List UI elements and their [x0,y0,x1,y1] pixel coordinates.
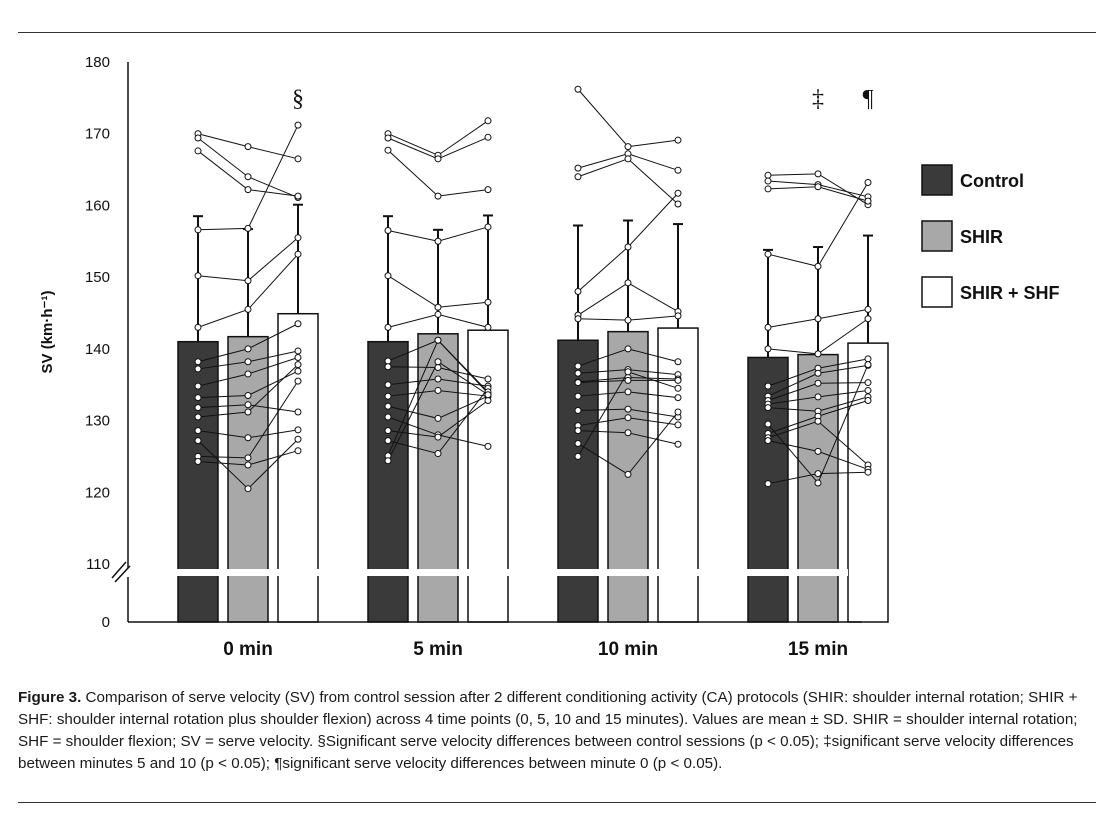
data-point [575,288,581,294]
data-point [435,337,441,343]
data-point [245,174,251,180]
y-tick-label: 130 [84,412,110,430]
data-point [675,395,681,401]
data-point [195,324,201,330]
data-point [675,385,681,391]
data-point [385,393,391,399]
data-point [385,273,391,279]
data-point [435,193,441,199]
data-point [815,351,821,357]
data-point [195,366,201,372]
data-point [195,148,201,154]
data-point [765,481,771,487]
y-tick-label: 170 [84,125,110,143]
data-point [385,358,391,364]
x-tick-label: 10 min [597,639,659,660]
y-tick-label: 140 [84,340,110,358]
data-point [245,346,251,352]
data-point [675,441,681,447]
significance-marker: § [292,86,304,112]
data-point [625,346,631,352]
data-point [295,235,301,241]
bottom-rule [18,802,1096,803]
data-point [295,122,301,128]
bar-2-1 [468,330,508,622]
data-point [625,280,631,286]
data-point [675,359,681,365]
x-tick-label: 0 min [223,639,273,660]
data-point [625,430,631,436]
data-point [385,458,391,464]
data-point [865,362,871,368]
data-point [575,441,581,447]
data-point [765,178,771,184]
data-point [575,86,581,92]
data-point [575,393,581,399]
data-point [195,359,201,365]
data-point [865,469,871,475]
data-point [245,187,251,193]
data-point [295,378,301,384]
data-point [675,190,681,196]
data-point [245,392,251,398]
data-point [625,389,631,395]
data-point [675,313,681,319]
data-point [295,427,301,433]
data-point [765,346,771,352]
data-point [195,414,201,420]
data-point [675,409,681,415]
data-point [385,438,391,444]
data-point [485,118,491,124]
data-point [385,135,391,141]
data-point [815,316,821,322]
axis-break-band [108,569,848,576]
data-point [625,317,631,323]
data-point [195,273,201,279]
data-point [485,443,491,449]
data-point [195,395,201,401]
data-point [245,306,251,312]
data-point [575,408,581,414]
y-tick-label: 110 [86,556,110,573]
data-point [295,348,301,354]
data-point [815,480,821,486]
legend-label: Control [960,171,1024,191]
data-point [865,198,871,204]
legend-swatch [922,221,952,251]
data-point [385,403,391,409]
data-point [575,165,581,171]
data-point [385,382,391,388]
data-point [295,193,301,199]
y-tick-label: 150 [84,269,110,287]
data-point [765,324,771,330]
data-point [435,376,441,382]
data-point [575,363,581,369]
data-point [245,225,251,231]
top-rule [18,32,1096,33]
data-point [385,428,391,434]
data-point [575,380,581,386]
data-point [295,321,301,327]
data-point [245,435,251,441]
data-point [245,402,251,408]
y-tick-label: 120 [84,484,110,502]
data-point [865,387,871,393]
data-point [195,135,201,141]
data-point [625,244,631,250]
data-point [435,365,441,371]
data-point [485,299,491,305]
data-point [195,438,201,444]
data-point [575,316,581,322]
data-point [765,186,771,192]
legend [922,165,1060,307]
data-point [765,251,771,257]
data-point [295,362,301,368]
significance-marker: ‡ [812,86,824,112]
data-point [675,137,681,143]
y-axis-title: SV (km·h⁻¹) [39,290,56,374]
data-point [435,156,441,162]
data-point [435,359,441,365]
data-point [865,356,871,362]
data-point [195,458,201,464]
data-point [815,171,821,177]
data-point [435,238,441,244]
data-point [295,354,301,360]
data-point [625,471,631,477]
data-point [195,405,201,411]
data-point [245,371,251,377]
data-point [865,316,871,322]
data-point [295,251,301,257]
data-point [575,428,581,434]
data-point [865,397,871,403]
data-point [385,364,391,370]
data-point [485,397,491,403]
data-point [435,434,441,440]
data-point [435,451,441,457]
data-point [625,156,631,162]
x-tick-label: 15 min [787,639,849,660]
significance-marker: ¶ [862,86,874,112]
data-point [865,179,871,185]
bar-1-0 [228,337,268,622]
data-point [815,380,821,386]
data-point [245,455,251,461]
legend-label: SHIR [960,227,1004,247]
data-point [815,448,821,454]
data-point [815,471,821,477]
data-point [245,486,251,492]
data-point [295,156,301,162]
data-point [195,383,201,389]
data-point [675,377,681,383]
data-point [245,359,251,365]
data-point [815,394,821,400]
data-point [195,227,201,233]
data-point [815,263,821,269]
data-point [815,184,821,190]
data-point [625,415,631,421]
data-point [295,368,301,374]
data-point [765,383,771,389]
data-point [385,414,391,420]
y-tick-label: 160 [84,197,110,215]
data-point [625,406,631,412]
data-point [435,387,441,393]
data-point [195,428,201,434]
serve-velocity-chart [0,40,1114,680]
legend-swatch [922,165,952,195]
y-tick-label: 0 [101,614,110,631]
data-point [485,324,491,330]
data-point [385,147,391,153]
data-point [815,418,821,424]
data-point [485,134,491,140]
data-point [575,370,581,376]
data-point [295,448,301,454]
data-point [245,278,251,284]
data-point [675,201,681,207]
data-point [865,306,871,312]
participant-line [578,89,678,146]
data-point [435,415,441,421]
data-point [765,405,771,411]
data-point [245,409,251,415]
data-point [625,144,631,150]
data-point [485,392,491,398]
participant-line [388,121,488,155]
x-tick-label: 5 min [413,639,463,660]
individual-lines-layer [195,86,871,491]
data-point [385,324,391,330]
data-point [765,438,771,444]
data-point [625,377,631,383]
data-point [575,453,581,459]
data-point [245,144,251,150]
data-point [625,369,631,375]
figure-caption [18,687,1100,775]
data-point [675,167,681,173]
caption-text: Comparison of serve velocity (SV) from control session after 2 different conditioning activity (CA) protocols (SHIR: shoulder internal rotation; SHIR + SHF: shoulder internal rotation plus shoulder flexion) across 4 time points (0, 5, 10 and 15 minutes). Values are mean ± SD. SHIR = shoulder internal rotation; SHF = shoulder flexion; SV = serve velocity. §Significant serve velocity differences between control sessions (p < 0.05); ‡significant serve velocity differences between minutes 5 and 10 (p < 0.05); ¶significant serve velocity differences between minute 0 (p < 0.05). [18,689,1078,772]
data-point [485,187,491,193]
data-point [485,376,491,382]
data-point [575,174,581,180]
data-point [815,370,821,376]
data-point [435,304,441,310]
data-point [245,462,251,468]
legend-label: SHIR + SHF [960,283,1060,303]
data-point [865,380,871,386]
legend-swatch [922,277,952,307]
data-point [765,421,771,427]
data-point [435,311,441,317]
annotations-layer [292,86,874,112]
data-point [385,228,391,234]
data-point [765,172,771,178]
data-point [295,436,301,442]
caption-label: Figure 3. [18,689,82,706]
y-tick-label: 180 [84,54,110,71]
data-point [675,422,681,428]
data-point [295,409,301,415]
data-point [485,224,491,230]
